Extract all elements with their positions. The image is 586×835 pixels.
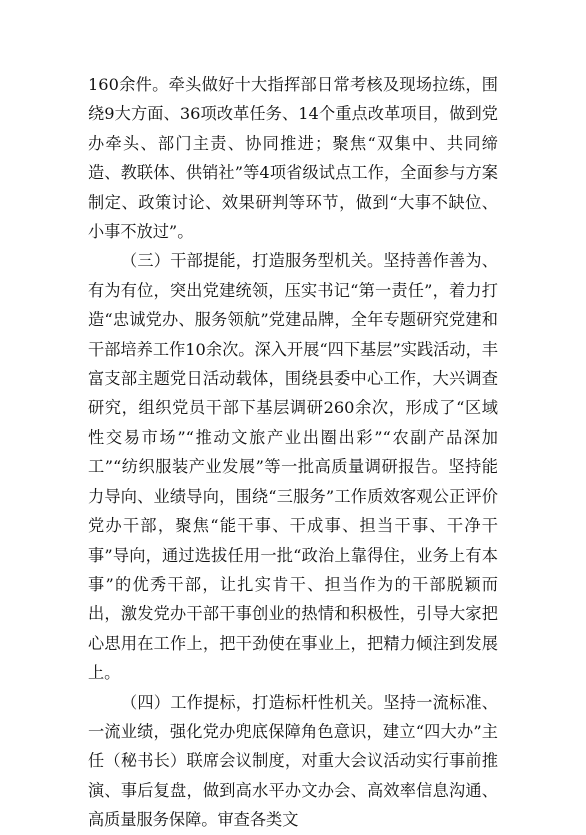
- body-paragraph-3: （四）工作提标，打造标杆性机关。坚持一流标准、一流业绩，强化党办兜底保障角色意识，建立“四大办”主任（秘书长）联席会议制度，对重大会议活动实行事前推演、事后复盘，做到高水平办文办会、高效率信息沟通、高质量服务保障。审查各类文: [88, 692, 498, 830]
- body-paragraph-1: 160余件。牵头做好十大指挥部日常考核及现场拉练，围绕9大方面、36项改革任务、14个重点改革项目，做到党办牵头、部门主责、协同推进；聚焦“双集中、共同缔造、教联体、供销社”等4项省级试点工作，全面参与方案制定、政策讨论、效果研判等环节，做到“大事不缺位、小事不放过”。: [88, 75, 498, 242]
- body-paragraph-2: （三）干部提能，打造服务型机关。坚持善作善为、有为有位，突出党建统领，压实书记“第一责任”，着力打造“忠诚党办、服务领航”党建品牌，全年专题研究党建和干部培养工作10余次。深入开展“四下基层”实践活动，丰富支部主题党日活动载体，围绕县委中心工作，大兴调查研究，组织党员干部下基层调研260余次，形成了“区域性交易市场”“推动文旅产业出圈出彩”“农副产品深加工”“纺织服装产业发展”等一批高质量调研报告。坚持能力导向、业绩导向，围绕“三服务”工作质效客观公正评价党办干部，聚焦“能干事、干成事、担当干事、干净干事”导向，通过选拔任用一批“政治上靠得住，业务上有本事”的优秀干部，让扎实肯干、担当作为的干部脱颖而出，激发党办干部干事创业的热情和积极性，引导大家把心思用在工作上，把干劲使在事业上，把精力倾注到发展上。: [88, 251, 498, 683]
